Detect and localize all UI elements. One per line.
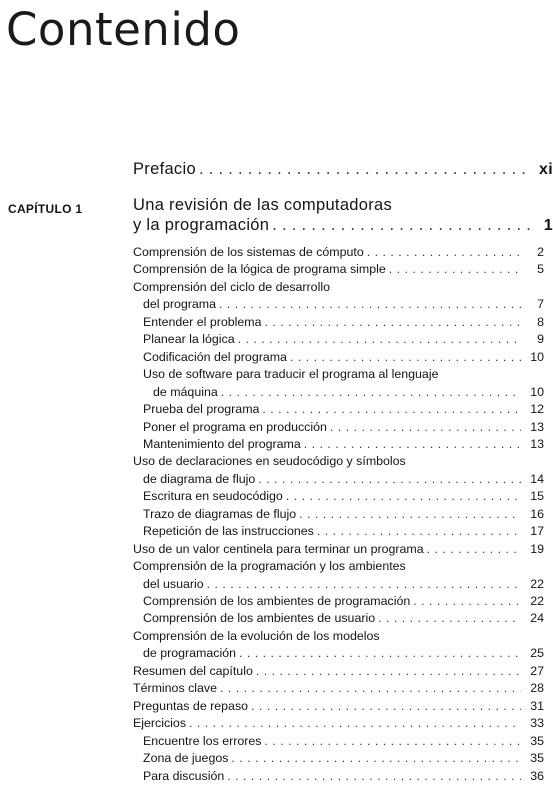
toc-entry[interactable] (0, 594, 553, 608)
toc-page-number: 12 (530, 402, 544, 417)
toc-entry-label[interactable]: Comprensión del ciclo de desarrollo (133, 279, 330, 294)
toc-entry[interactable] (0, 332, 553, 346)
toc-page-number: xi (539, 161, 553, 178)
dot-leader (299, 507, 521, 521)
toc-entry[interactable] (0, 385, 553, 399)
dot-leader (219, 297, 521, 311)
dot-leader (251, 699, 521, 713)
toc-entry-label[interactable]: Comprensión de la programación y los ambientes (133, 559, 406, 574)
chapter-title-line2[interactable] (0, 216, 553, 235)
toc-page-number: 28 (530, 681, 544, 696)
toc-entry[interactable] (0, 751, 553, 765)
toc-entry-label: Poner el programa en producción (143, 419, 327, 434)
toc-page-number: 1 (543, 217, 553, 234)
toc-entry-preface[interactable] (0, 160, 553, 179)
dot-leader (239, 646, 521, 660)
dot-leader (258, 472, 521, 486)
toc-entry-label: de diagrama de flujo (143, 471, 256, 486)
dot-leader (304, 437, 521, 451)
toc-entry-label: Prefacio (133, 160, 196, 178)
page-title: Contenido (6, 3, 241, 56)
toc-page-number: 14 (530, 471, 544, 486)
toc-page-number: 22 (530, 576, 544, 591)
dot-leader (330, 420, 521, 434)
chapter-title-continuation: y la programación (133, 216, 270, 234)
dot-leader (272, 216, 534, 235)
toc-entry[interactable] (0, 262, 553, 276)
toc-entry[interactable] (0, 420, 553, 434)
toc-entry-label: Codificación del programa (143, 349, 287, 364)
dot-leader (231, 751, 521, 765)
toc-entry[interactable] (0, 646, 553, 660)
dot-leader (317, 524, 521, 538)
toc-page-number: 25 (530, 646, 544, 661)
toc-page-number: 9 (537, 332, 544, 347)
toc-entry-label: Ejercicios (133, 716, 187, 731)
toc-entry-label: Encuentre los errores (143, 733, 262, 748)
toc-page-number: 13 (530, 436, 544, 451)
dot-leader (262, 402, 521, 416)
toc-page-number: 27 (530, 663, 544, 678)
dot-leader (238, 332, 521, 346)
toc-entry[interactable] (0, 664, 553, 678)
toc-entry-label: Mantenimiento del programa (143, 436, 301, 451)
toc-entry[interactable] (0, 489, 553, 503)
toc-entry[interactable] (0, 769, 553, 783)
toc-entry-label: Prueba del programa (143, 402, 260, 417)
toc-entry-label[interactable]: Comprensión de la evolución de los modelos (133, 628, 380, 643)
dot-leader (220, 681, 521, 695)
toc-entry[interactable] (0, 245, 553, 259)
toc-entry-label: Repetición de las instrucciones (143, 524, 314, 539)
toc-page-number: 31 (530, 698, 544, 713)
toc-entry-label: del usuario (143, 576, 204, 591)
chapter-title[interactable]: Una revisión de las computadoras (133, 196, 393, 214)
toc-entry[interactable] (0, 577, 553, 591)
toc-entry-label: Zona de juegos (143, 751, 229, 766)
toc-entry-label: Entender el problema (143, 314, 262, 329)
toc-entry-label: Para discusión (143, 768, 225, 783)
dot-leader (207, 577, 521, 591)
toc-page-number: 2 (537, 245, 544, 259)
dot-leader (290, 350, 521, 364)
toc-entry-label[interactable]: Uso de software para traducir el programa al lenguaje (143, 367, 439, 382)
dot-leader (221, 385, 521, 399)
toc-page-number: 36 (530, 768, 544, 783)
toc-entry-label: del programa (143, 297, 217, 312)
toc-page-number: 24 (530, 611, 544, 626)
toc-page-number: 7 (537, 297, 544, 312)
toc-entry[interactable] (0, 437, 553, 451)
toc-entry-label: Escritura en seudocódigo (143, 489, 283, 504)
toc-entry[interactable] (0, 472, 553, 486)
toc-page-number: 33 (530, 716, 544, 731)
toc-page-number: 22 (530, 594, 544, 608)
toc-page-number: 16 (530, 506, 544, 521)
dot-leader (199, 160, 526, 179)
toc-entry-label: Comprensión de la lógica de programa simple (133, 262, 386, 277)
toc-entry[interactable] (0, 350, 553, 364)
toc-entry-label: Comprensión de los sistemas de cómputo (133, 245, 364, 259)
toc-entry-label[interactable]: Uso de declaraciones en seudocódigo y símbolos (133, 454, 406, 469)
toc-entry[interactable] (0, 699, 553, 713)
dot-leader (189, 716, 521, 730)
toc-page-number: 35 (530, 751, 544, 766)
toc-entry[interactable] (0, 681, 553, 695)
toc-entry[interactable] (0, 524, 553, 538)
toc-entry-label: Comprensión de los ambientes de usuario (143, 611, 376, 626)
dot-leader (389, 262, 521, 276)
toc-entry-label: Preguntas de repaso (133, 698, 249, 713)
toc-entry[interactable] (0, 297, 553, 311)
dot-leader (413, 594, 521, 608)
dot-leader (264, 315, 521, 329)
toc-page-number: 8 (537, 314, 544, 329)
toc-page-number: 13 (530, 419, 544, 434)
toc-entry-label: Resumen del capítulo (133, 663, 253, 678)
toc-entry-label: Trazo de diagramas de flujo (143, 506, 297, 521)
toc-entry-label: de programación (143, 646, 236, 661)
toc-page-number: 10 (530, 349, 544, 364)
dot-leader (227, 769, 521, 783)
toc-entry[interactable] (0, 315, 553, 329)
toc-page-number: 19 (530, 541, 544, 556)
toc-entry[interactable] (0, 507, 553, 521)
toc-entry[interactable] (0, 542, 553, 556)
toc-entry[interactable] (0, 716, 553, 730)
toc-entry-label: de máquina (153, 384, 218, 399)
dot-leader (427, 542, 521, 556)
dot-leader (378, 611, 521, 625)
toc-entry-label: Uso de un valor centinela para terminar un programa (133, 541, 424, 556)
toc-page-number: 10 (530, 384, 544, 399)
toc-page-number: 35 (530, 733, 544, 748)
toc-entry-label: Comprensión de los ambientes de programación (143, 594, 411, 608)
dot-leader (286, 489, 521, 503)
toc-page-number: 15 (530, 489, 544, 504)
toc-entry[interactable] (0, 402, 553, 416)
chapter-label: CAPÍTULO 1 (8, 202, 83, 216)
dot-leader (256, 664, 521, 678)
toc-entry[interactable] (0, 734, 553, 748)
toc-page-number: 17 (530, 524, 544, 539)
toc-entry-label: Términos clave (133, 681, 218, 696)
toc-entry[interactable] (0, 611, 553, 625)
dot-leader (264, 734, 521, 748)
toc-entry-label: Planear la lógica (143, 332, 235, 347)
toc-page-number: 5 (537, 262, 544, 277)
dot-leader (367, 245, 521, 259)
